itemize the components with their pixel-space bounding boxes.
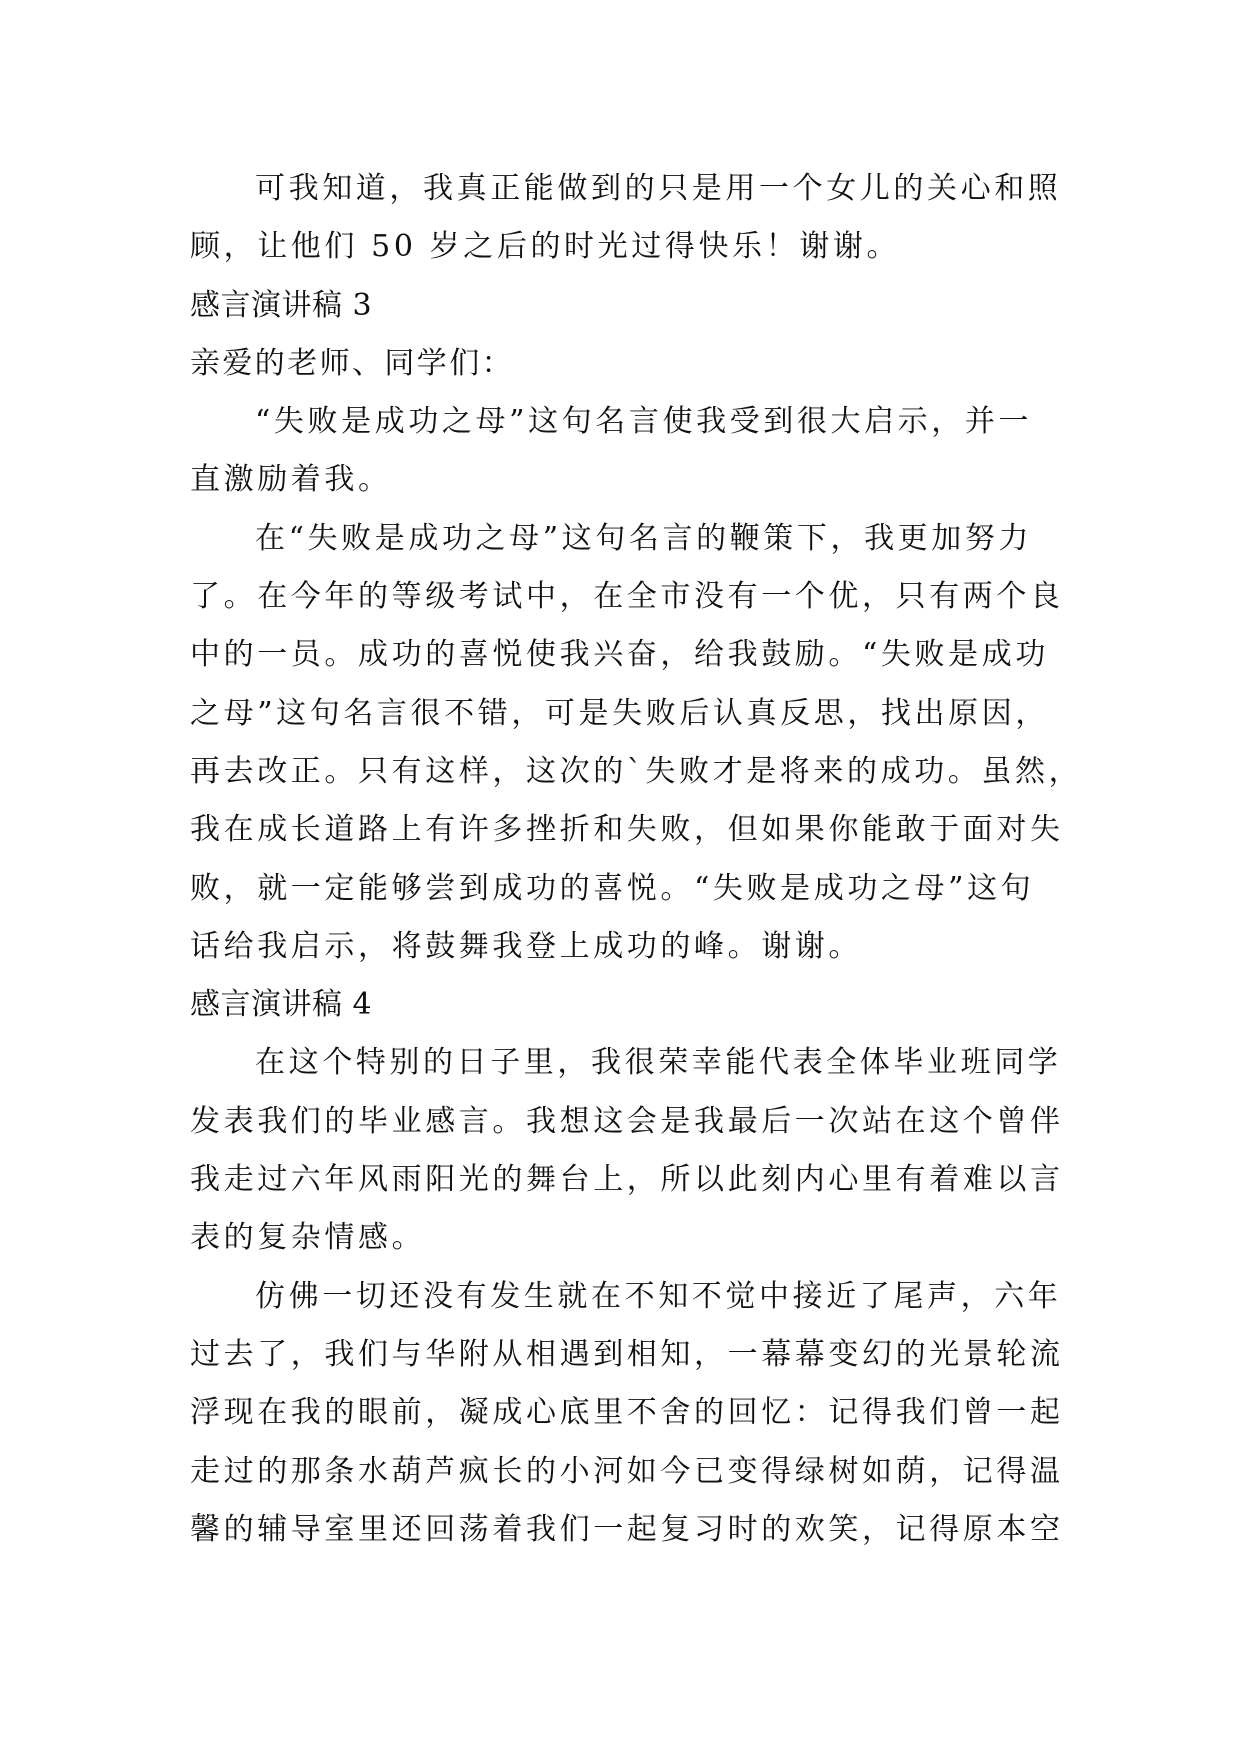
section-heading: 感言演讲稿 3 [190,287,373,323]
salutation-line: 亲爱的老师、同学们： [190,345,514,381]
document-body [190,160,1083,1559]
paragraph-line: 直激励着我。 [190,462,392,498]
paragraph-line: “失败是成功之母”这句名言使我受到很大启示，并一 [255,404,1033,440]
section-heading: 感言演讲稿 4 [190,987,373,1023]
paragraph-line: 过去了，我们与华附从相遇到相知，一幕幕变幻的光景轮流 [190,1336,1064,1372]
paragraph-line: 之母”这句名言很不错，可是失败后认真反思，找出原因， [190,695,1049,731]
paragraph-line: 浮现在我的眼前，凝成心底里不舍的回忆：记得我们曾一起 [190,1395,1064,1431]
paragraph-line: 再去改正。只有这样，这次的`失败才是将来的成功。虽然， [190,753,1083,789]
paragraph-line: 败，就一定能够尝到成功的喜悦。“失败是成功之母”这句 [190,870,1035,906]
paragraph-line: 可我知道，我真正能做到的只是用一个女儿的关心和照 [255,171,1062,206]
paragraph-line: 在“失败是成功之母”这句名言的鞭策下，我更加努力 [255,520,1033,556]
paragraph-line: 馨的辅导室里还回荡着我们一起复习时的欢笑，记得原本空 [190,1511,1064,1547]
paragraph-line: 我走过六年风雨阳光的舞台上，所以此刻内心里有着难以言 [190,1162,1064,1198]
paragraph-line: 表的复杂情感。 [190,1220,426,1256]
paragraph-line: 话给我启示，将鼓舞我登上成功的峰。谢谢。 [190,928,862,964]
paragraph-line: 我在成长道路上有许多挫折和失败，但如果你能敢于面对失 [190,812,1064,848]
paragraph-line: 走过的那条水葫芦疯长的小河如今已变得绿树如荫，记得温 [190,1453,1064,1489]
paragraph-line: 了。在今年的等级考试中，在全市没有一个优，只有两个良 [190,579,1064,615]
paragraph-line: 中的一员。成功的喜悦使我兴奋，给我鼓励。“失败是成功 [190,637,1049,673]
paragraph-line: 发表我们的毕业感言。我想这会是我最后一次站在这个曾伴 [190,1103,1064,1139]
paragraph-line: 仿佛一切还没有发生就在不知不觉中接近了尾声，六年 [255,1278,1062,1314]
paragraph-line: 顾，让他们 50 岁之后的时光过得快乐！谢谢。 [190,229,901,265]
paragraph-line: 在这个特别的日子里，我很荣幸能代表全体毕业班同学 [255,1045,1062,1081]
